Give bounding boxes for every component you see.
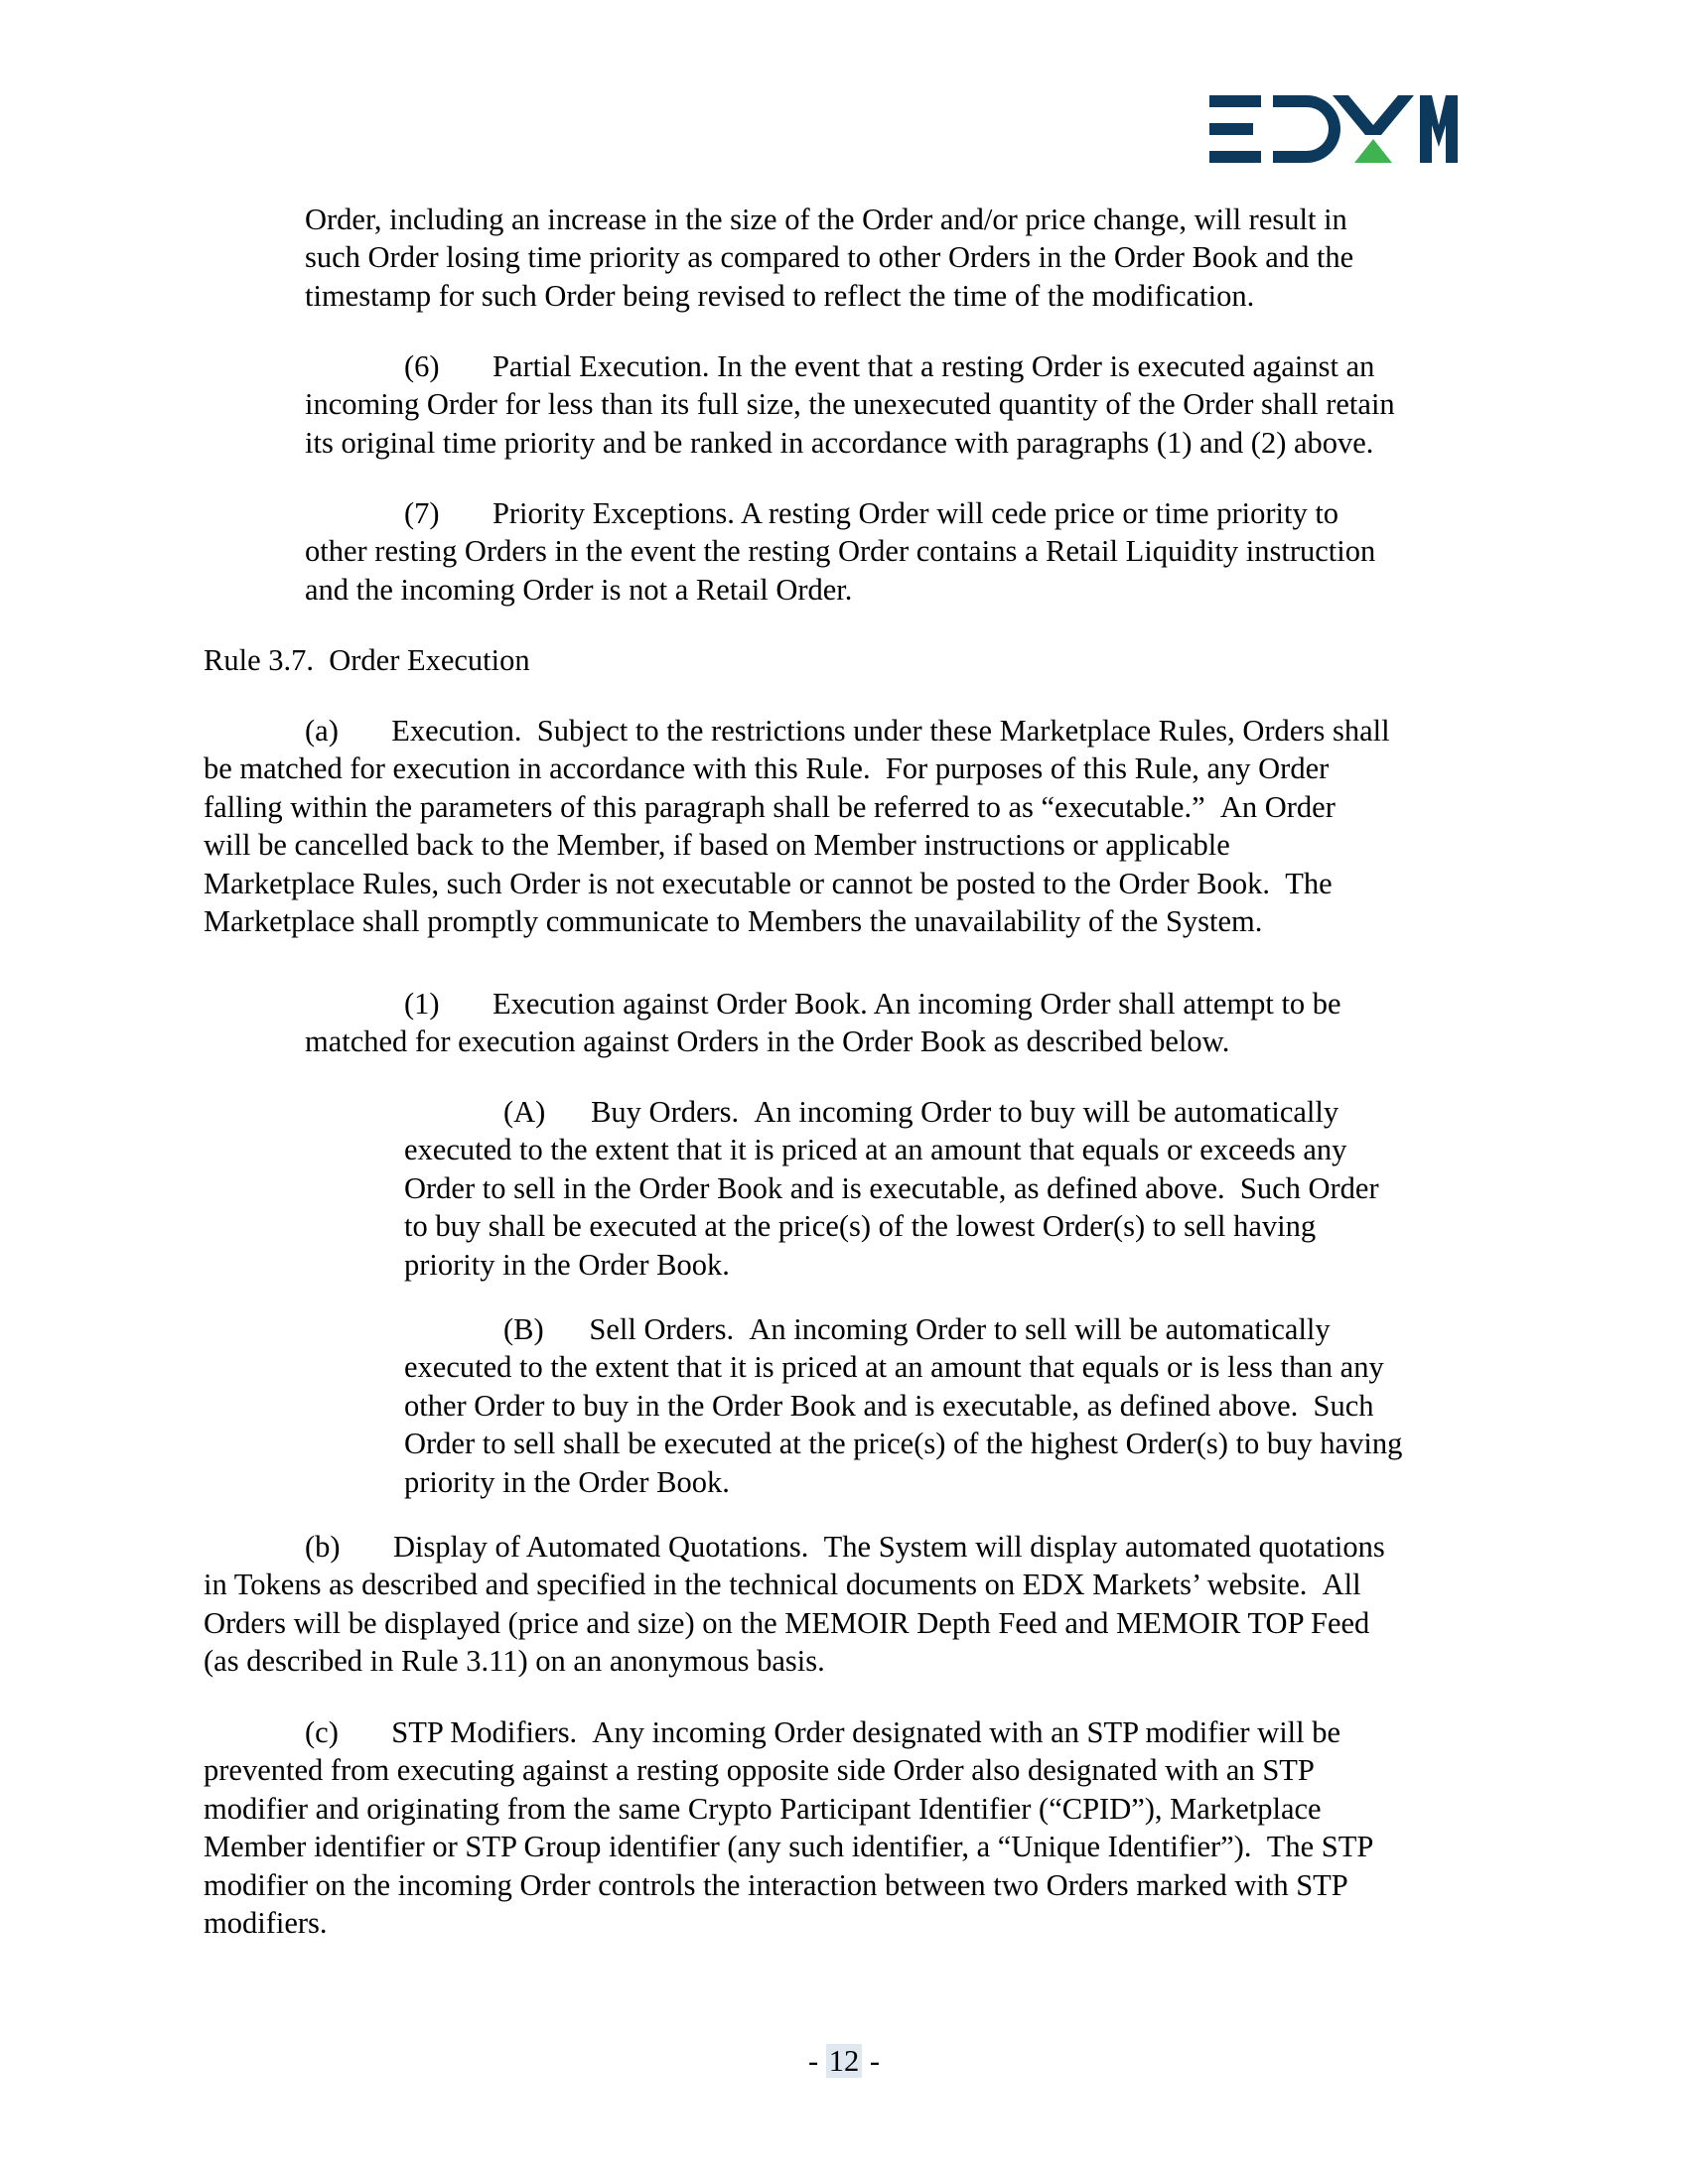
paragraph-item-c bbox=[204, 1713, 1373, 1942]
paragraph-continuation bbox=[305, 201, 1353, 315]
text-line: Marketplace shall promptly communicate to Members the unavailability of the System. bbox=[204, 904, 1263, 939]
text-line: modifier on the incoming Order controls the interaction between two Orders marked with STP bbox=[204, 1867, 1348, 1902]
page-number-value: 12 bbox=[826, 2044, 863, 2078]
text-line: timestamp for such Order being revised to reflect the time of the modification. bbox=[305, 278, 1255, 313]
text-line: executed to the extent that it is priced at an amount that equals or is less than any bbox=[404, 1350, 1384, 1385]
text-line: Orders will be displayed (price and size) on the MEMOIR Depth Feed and MEMOIR TOP Feed bbox=[204, 1605, 1370, 1640]
text-line: its original time priority and be ranked in accordance with paragraphs (1) and (2) above. bbox=[305, 425, 1374, 460]
text-line: prevented from executing against a resting opposite side Order also designated with an STP bbox=[204, 1753, 1315, 1788]
text-line: (1) Execution against Order Book. An incoming Order shall attempt to be bbox=[404, 987, 1341, 1021]
text-line: be matched for execution in accordance with this Rule. For purposes of this Rule, any Order bbox=[204, 751, 1330, 786]
paragraph-item-B bbox=[404, 1310, 1402, 1501]
text-line: Order to sell in the Order Book and is executable, as defined above. Such Order bbox=[404, 1170, 1379, 1205]
text-line: other resting Orders in the event the resting Order contains a Retail Liquidity instruction bbox=[305, 534, 1376, 569]
page-number-suffix: - bbox=[862, 2044, 881, 2078]
text-line: (b) Display of Automated Quotations. The System will display automated quotations bbox=[305, 1530, 1385, 1564]
text-line: (a) Execution. Subject to the restrictions under these Marketplace Rules, Orders shall bbox=[305, 714, 1390, 748]
page-number bbox=[0, 2042, 1688, 2080]
text-line: matched for execution against Orders in the Order Book as described below. bbox=[305, 1024, 1230, 1059]
text-line: (c) STP Modifiers. Any incoming Order designated with an STP modifier will be bbox=[305, 1715, 1341, 1749]
heading-text: Rule 3.7. Order Execution bbox=[204, 643, 530, 677]
paragraph-item-7 bbox=[305, 494, 1375, 609]
text-line: to buy shall be executed at the price(s) of the lowest Order(s) to sell having bbox=[404, 1209, 1317, 1244]
text-line: Order, including an increase in the size of the Order and/or price change, will result in bbox=[305, 203, 1347, 236]
text-line: incoming Order for less than its full size, the unexecuted quantity of the Order shall retain bbox=[305, 387, 1395, 422]
text-line: other Order to buy in the Order Book and is executable, as defined above. Such bbox=[404, 1388, 1374, 1423]
paragraph-item-b bbox=[204, 1528, 1385, 1681]
paragraph-item-a bbox=[204, 712, 1390, 940]
text-line: will be cancelled back to the Member, if based on Member instructions or applicable bbox=[204, 828, 1230, 863]
text-line: and the incoming Order is not a Retail Order. bbox=[305, 572, 853, 607]
text-line: Order to sell shall be executed at the price(s) of the highest Order(s) to buy having bbox=[404, 1427, 1403, 1461]
text-line: Member identifier or STP Group identifier (any such identifier, a “Unique Identifier”). The STP bbox=[204, 1830, 1374, 1864]
text-line: (B) Sell Orders. An incoming Order to sell will be automatically bbox=[503, 1312, 1331, 1346]
text-line: (as described in Rule 3.11) on an anonymous basis. bbox=[204, 1644, 825, 1679]
edxm-logo bbox=[1209, 95, 1458, 163]
text-line: executed to the extent that it is priced at an amount that equals or exceeds any bbox=[404, 1133, 1347, 1167]
paragraph-item-A bbox=[404, 1093, 1379, 1284]
text-line: modifier and originating from the same Crypto Participant Identifier (“CPID”), Marketplace bbox=[204, 1791, 1322, 1826]
text-line: priority in the Order Book. bbox=[404, 1247, 730, 1282]
text-line: (A) Buy Orders. An incoming Order to buy will be automatically bbox=[503, 1095, 1339, 1129]
rule-heading bbox=[204, 641, 530, 679]
edxm-logo-icon bbox=[1209, 95, 1458, 163]
text-line: in Tokens as described and specified in the technical documents on EDX Markets’ website. All bbox=[204, 1568, 1361, 1602]
paragraph-item-6 bbox=[305, 347, 1395, 462]
text-line: such Order losing time priority as compared to other Orders in the Order Book and the bbox=[305, 240, 1354, 275]
text-line: modifiers. bbox=[204, 1906, 328, 1941]
paragraph-item-1 bbox=[305, 985, 1341, 1061]
text-line: Marketplace Rules, such Order is not executable or cannot be posted to the Order Book. The bbox=[204, 866, 1333, 900]
text-line: priority in the Order Book. bbox=[404, 1464, 730, 1499]
text-line: (7) Priority Exceptions. A resting Order will cede price or time priority to bbox=[404, 496, 1339, 530]
text-line: (6) Partial Execution. In the event that a resting Order is executed against an bbox=[404, 349, 1375, 383]
page-number-prefix: - bbox=[807, 2044, 826, 2078]
text-line: falling within the parameters of this paragraph shall be referred to as “executable.” An Order bbox=[204, 789, 1336, 824]
